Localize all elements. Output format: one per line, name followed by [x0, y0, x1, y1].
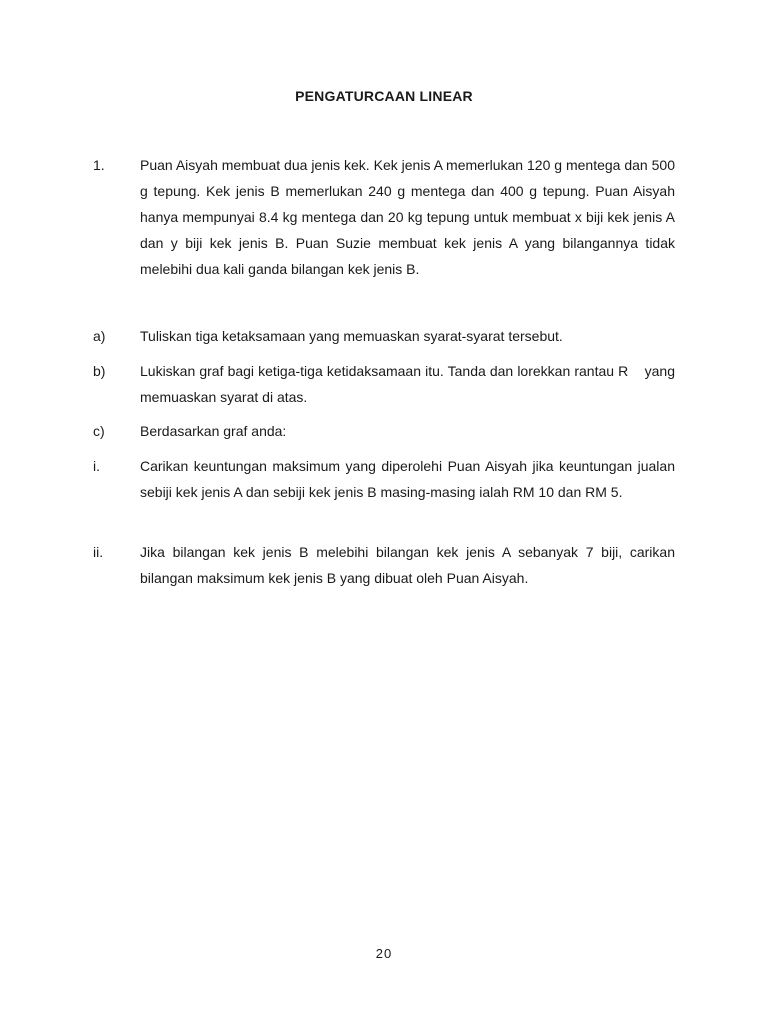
- question-number: b): [93, 363, 106, 379]
- question-c: [93, 418, 675, 444]
- document-title: PENGATURCAAN LINEAR: [295, 88, 473, 104]
- question-text: Carikan keuntungan maksimum yang diperolehi Puan Aisyah jika keuntungan jualan sebiji kek jenis A dan sebiji kek jenis B masing-masing ialah RM 10 dan RM 5.: [140, 458, 675, 500]
- question-text: Lukiskan graf bagi ketiga-tiga ketidaksamaan itu. Tanda dan lorekkan rantau R yang memuaskan syarat di atas.: [140, 363, 679, 405]
- question-number: ii.: [93, 544, 104, 560]
- page-number: 20: [375, 946, 393, 961]
- question-text: Berdasarkan graf anda:: [140, 423, 287, 439]
- question-text: Jika bilangan kek jenis B melebihi bilangan kek jenis A sebanyak 7 biji, carikan bilangan maksimum kek jenis B yang dibuat oleh Puan Aisyah.: [140, 544, 675, 586]
- question-number: i.: [93, 458, 100, 474]
- question-1: [93, 152, 675, 282]
- question-number: 1.: [93, 157, 105, 173]
- question-text: Puan Aisyah membuat dua jenis kek. Kek jenis A memerlukan 120 g mentega dan 500 g tepung. Kek jenis B memerlukan 240 g mentega dan 400 g tepung. Puan Aisyah hanya mempunyai 8.4 kg mentega dan 20 kg tepung untuk membuat x biji kek jenis A dan y biji kek jenis B. Puan Suzie membuat kek jenis A yang bilangannya tidak melebihi dua kali ganda bilangan kek jenis B.: [140, 157, 675, 277]
- question-number: a): [93, 328, 106, 344]
- question-a: [93, 323, 675, 349]
- question-text: Tuliskan tiga ketaksamaan yang memuaskan syarat-syarat tersebut.: [140, 328, 563, 344]
- question-number: c): [93, 423, 105, 439]
- question-c-ii: [93, 539, 675, 591]
- question-b: [93, 358, 679, 410]
- question-c-i: [93, 453, 675, 505]
